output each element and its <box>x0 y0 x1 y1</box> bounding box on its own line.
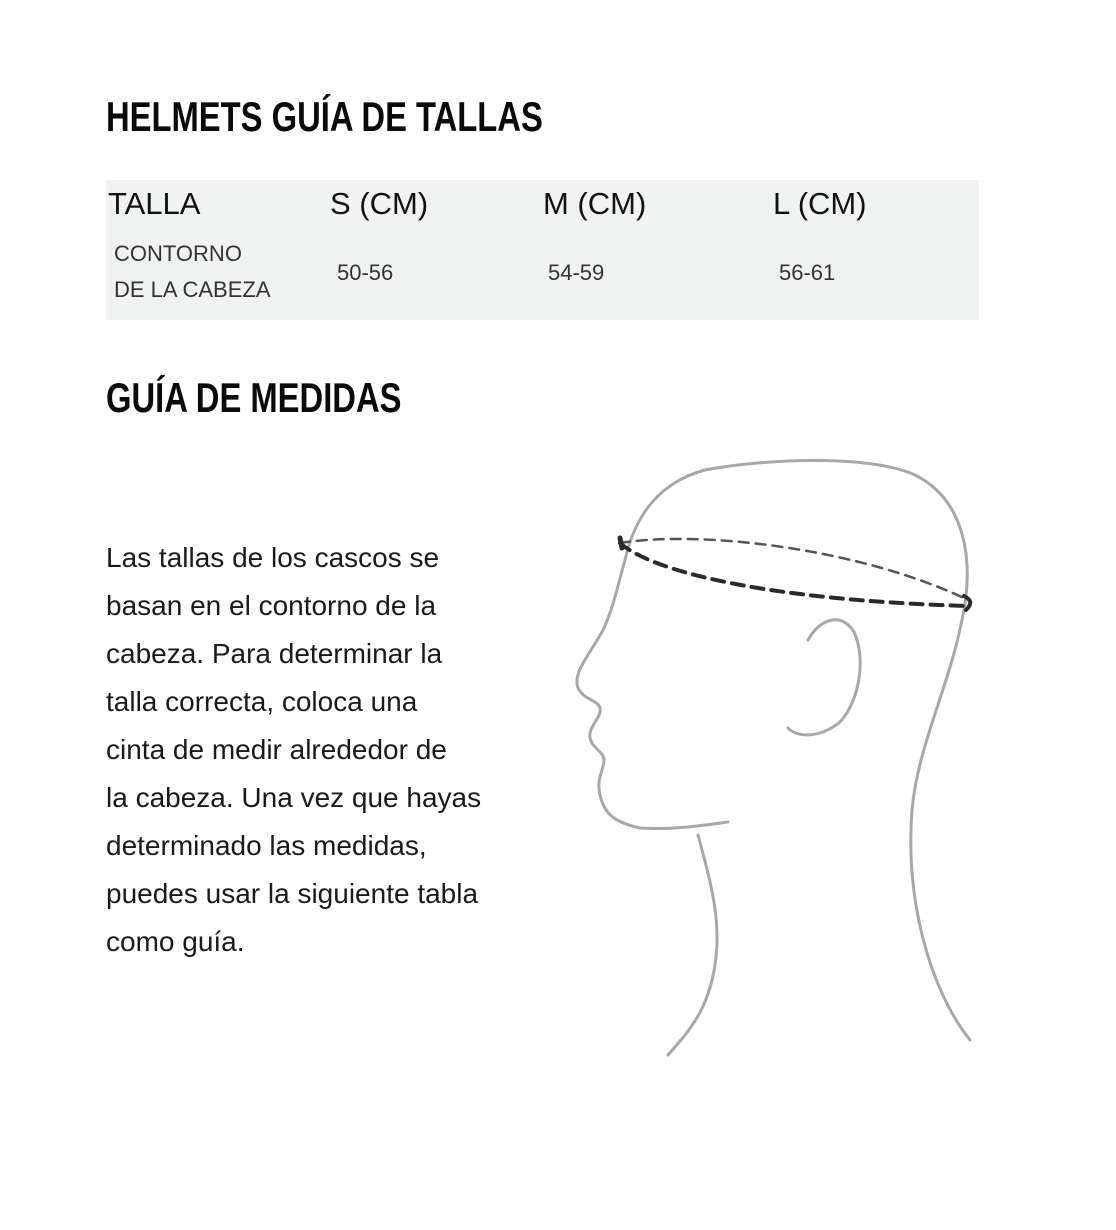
size-table <box>106 180 979 320</box>
description-line: Las tallas de los cascos se <box>106 542 440 573</box>
neck-outline <box>668 835 717 1055</box>
head-measurement-illustration <box>560 450 990 1070</box>
description-line: talla correcta, coloca una <box>106 686 418 717</box>
table-cell-l: 56-61 <box>779 260 836 285</box>
description-line: cinta de medir alrededor de <box>106 734 447 765</box>
description-line: la cabeza. Una vez que hayas <box>106 782 482 813</box>
tape-front-dashed <box>620 543 968 606</box>
table-header-m: M (CM) <box>543 186 647 221</box>
table-header-s: S (CM) <box>330 186 429 221</box>
table-row-label <box>114 236 271 308</box>
table-header-size: TALLA <box>108 186 201 221</box>
section-title-measure: GUÍA DE MEDIDAS <box>106 374 402 421</box>
table-header-l: L (CM) <box>773 186 867 221</box>
ear-outline <box>788 620 860 735</box>
row-label-line-1: CONTORNO <box>114 241 242 266</box>
measure-description <box>106 534 526 966</box>
table-cell-m: 54-59 <box>548 260 605 285</box>
description-line: cabeza. Para determinar la <box>106 638 443 669</box>
page-title: HELMETS GUÍA DE TALLAS <box>106 93 543 140</box>
description-line: puedes usar la siguiente tabla <box>106 878 479 909</box>
tape-left-end <box>620 538 622 548</box>
description-line: determinado las medidas, <box>106 830 427 861</box>
description-line: basan en el contorno de la <box>106 590 437 621</box>
row-label-line-2: DE LA CABEZA <box>114 277 271 302</box>
head-outline <box>577 460 970 1040</box>
description-line: como guía. <box>106 926 245 957</box>
table-cell-s: 50-56 <box>337 260 394 285</box>
